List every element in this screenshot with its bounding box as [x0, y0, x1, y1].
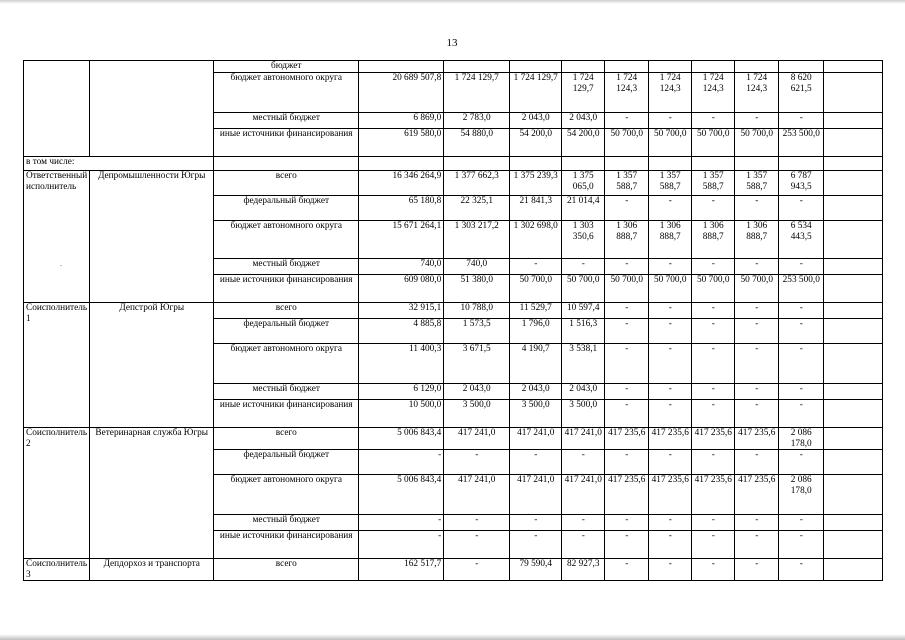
- amount-cell: 10 788,0: [444, 303, 510, 319]
- funding-source-cell: всего: [214, 559, 359, 581]
- amount-cell: [824, 196, 883, 221]
- amount-cell: -: [562, 259, 605, 275]
- amount-cell: [824, 129, 883, 157]
- amount-cell: 417 241,0: [444, 428, 510, 450]
- table-row: [24, 428, 883, 450]
- amount-cell: -: [605, 400, 649, 428]
- amount-cell: -: [692, 515, 735, 531]
- executor-cell: Депстрой Югры: [90, 303, 214, 428]
- funding-source-cell: местный бюджет: [214, 515, 359, 531]
- amount-cell: -: [359, 450, 444, 475]
- amount-cell: 1 302 698,0: [510, 221, 562, 259]
- amount-cell: -: [649, 319, 692, 344]
- amount-cell: -: [649, 559, 692, 581]
- amount-cell: 50 700,0: [605, 275, 649, 303]
- amount-cell: 82 927,3: [562, 559, 605, 581]
- amount-cell: [824, 428, 883, 450]
- funding-source-cell: бюджет автономного округа: [214, 475, 359, 515]
- amount-cell: 1 357 588,7: [605, 171, 649, 196]
- amount-cell: -: [692, 559, 735, 581]
- amount-cell: -: [605, 384, 649, 400]
- amount-cell: [649, 157, 692, 171]
- amount-cell: 50 700,0: [735, 275, 779, 303]
- funding-source-cell: иные источники финансирования: [214, 275, 359, 303]
- amount-cell: 8 620 621,5: [779, 73, 824, 113]
- amount-cell: 1 516,3: [562, 319, 605, 344]
- scan-speck: -: [60, 263, 62, 269]
- amount-cell: 740,0: [359, 259, 444, 275]
- amount-cell: -: [779, 559, 824, 581]
- amount-cell: -: [649, 344, 692, 384]
- amount-cell: 417 241,0: [562, 475, 605, 515]
- scan-edge-top: [0, 0, 905, 4]
- amount-cell: -: [605, 559, 649, 581]
- amount-cell: 1 306 888,7: [605, 221, 649, 259]
- amount-cell: -: [735, 196, 779, 221]
- amount-cell: 3 500,0: [510, 400, 562, 428]
- amount-cell: -: [649, 113, 692, 129]
- funding-source-cell: федеральный бюджет: [214, 196, 359, 221]
- amount-cell: 3 500,0: [562, 400, 605, 428]
- amount-cell: 65 180,8: [359, 196, 444, 221]
- amount-cell: 1 306 888,7: [735, 221, 779, 259]
- amount-cell: 1 724 129,7: [510, 73, 562, 113]
- amount-cell: 417 235,6: [649, 475, 692, 515]
- amount-cell: -: [779, 531, 824, 559]
- amount-cell: -: [735, 384, 779, 400]
- amount-cell: -: [605, 344, 649, 384]
- amount-cell: -: [735, 531, 779, 559]
- amount-cell: 740,0: [444, 259, 510, 275]
- amount-cell: 1 724 124,3: [692, 73, 735, 113]
- amount-cell: [824, 400, 883, 428]
- amount-cell: 1 375 065,0: [562, 171, 605, 196]
- amount-cell: [824, 171, 883, 196]
- amount-cell: -: [605, 303, 649, 319]
- amount-cell: -: [779, 450, 824, 475]
- amount-cell: 1 306 888,7: [692, 221, 735, 259]
- funding-source-cell: иные источники финансирования: [214, 531, 359, 559]
- funding-source-cell: бюджет автономного округа: [214, 221, 359, 259]
- amount-cell: -: [510, 259, 562, 275]
- funding-source-cell: местный бюджет: [214, 259, 359, 275]
- amount-cell: -: [605, 515, 649, 531]
- amount-cell: 1 357 588,7: [735, 171, 779, 196]
- executor-cell: Депромышленности Югры: [90, 171, 214, 303]
- amount-cell: [824, 157, 883, 171]
- amount-cell: -: [735, 450, 779, 475]
- amount-cell: -: [779, 319, 824, 344]
- amount-cell: -: [735, 319, 779, 344]
- amount-cell: 2 783,0: [444, 113, 510, 129]
- amount-cell: -: [692, 113, 735, 129]
- amount-cell: -: [444, 450, 510, 475]
- amount-cell: 1 724 129,7: [562, 73, 605, 113]
- amount-cell: [735, 157, 779, 171]
- amount-cell: 50 700,0: [562, 275, 605, 303]
- amount-cell: [824, 73, 883, 113]
- amount-cell: 4 190,7: [510, 344, 562, 384]
- amount-cell: 1 724 124,3: [605, 73, 649, 113]
- amount-cell: -: [510, 515, 562, 531]
- funding-source-cell: федеральный бюджет: [214, 319, 359, 344]
- amount-cell: 2 086 178,0: [779, 475, 824, 515]
- amount-cell: -: [649, 531, 692, 559]
- amount-cell: -: [735, 559, 779, 581]
- amount-cell: 50 700,0: [605, 129, 649, 157]
- amount-cell: 10 597,4: [562, 303, 605, 319]
- amount-cell: [605, 61, 649, 73]
- role-cell: Соисполнитель 2: [24, 428, 90, 559]
- amount-cell: -: [692, 303, 735, 319]
- amount-cell: -: [605, 450, 649, 475]
- amount-cell: 2 086 178,0: [779, 428, 824, 450]
- funding-source-cell: местный бюджет: [214, 113, 359, 129]
- funding-source-cell: всего: [214, 428, 359, 450]
- executor-cell: Депдорхоз и транспорта: [90, 559, 214, 581]
- amount-cell: [824, 531, 883, 559]
- amount-cell: 417 241,0: [510, 428, 562, 450]
- amount-cell: 3 500,0: [444, 400, 510, 428]
- amount-cell: 54 200,0: [562, 129, 605, 157]
- amount-cell: [562, 157, 605, 171]
- amount-cell: 417 235,6: [605, 475, 649, 515]
- amount-cell: 609 080,0: [359, 275, 444, 303]
- amount-cell: 417 235,6: [735, 428, 779, 450]
- amount-cell: 253 500,0: [779, 129, 824, 157]
- amount-cell: [359, 61, 444, 73]
- amount-cell: 21 014,4: [562, 196, 605, 221]
- amount-cell: 1 375 239,3: [510, 171, 562, 196]
- amount-cell: [359, 157, 444, 171]
- amount-cell: -: [510, 531, 562, 559]
- amount-cell: -: [649, 196, 692, 221]
- amount-cell: 50 700,0: [649, 129, 692, 157]
- amount-cell: 1 573,5: [444, 319, 510, 344]
- amount-cell: 1 303 217,2: [444, 221, 510, 259]
- amount-cell: -: [605, 259, 649, 275]
- amount-cell: -: [692, 196, 735, 221]
- amount-cell: [824, 384, 883, 400]
- amount-cell: -: [649, 450, 692, 475]
- amount-cell: -: [649, 400, 692, 428]
- amount-cell: -: [692, 259, 735, 275]
- table-row: [24, 171, 883, 196]
- amount-cell: 50 700,0: [735, 129, 779, 157]
- amount-cell: [605, 157, 649, 171]
- scan-edge-bottom: [0, 634, 905, 640]
- amount-cell: -: [692, 450, 735, 475]
- amount-cell: [824, 319, 883, 344]
- amount-cell: [510, 157, 562, 171]
- amount-cell: 1 303 350,6: [562, 221, 605, 259]
- amount-cell: -: [649, 259, 692, 275]
- amount-cell: 1 357 588,7: [692, 171, 735, 196]
- amount-cell: 10 500,0: [359, 400, 444, 428]
- amount-cell: -: [562, 531, 605, 559]
- funding-source-cell: федеральный бюджет: [214, 450, 359, 475]
- amount-cell: 6 129,0: [359, 384, 444, 400]
- amount-cell: 1 724 129,7: [444, 73, 510, 113]
- amount-cell: -: [649, 384, 692, 400]
- amount-cell: -: [735, 303, 779, 319]
- amount-cell: -: [779, 384, 824, 400]
- amount-cell: [779, 61, 824, 73]
- funding-source-cell: [214, 157, 359, 171]
- amount-cell: -: [735, 515, 779, 531]
- amount-cell: [824, 221, 883, 259]
- amount-cell: -: [692, 319, 735, 344]
- amount-cell: -: [692, 384, 735, 400]
- amount-cell: -: [359, 515, 444, 531]
- funding-source-cell: бюджет автономного округа: [214, 73, 359, 113]
- amount-cell: 417 241,0: [444, 475, 510, 515]
- amount-cell: 20 689 507,8: [359, 73, 444, 113]
- amount-cell: 32 915,1: [359, 303, 444, 319]
- amount-cell: 417 235,6: [692, 428, 735, 450]
- amount-cell: [692, 157, 735, 171]
- amount-cell: 1 724 124,3: [735, 73, 779, 113]
- amount-cell: 6 869,0: [359, 113, 444, 129]
- amount-cell: [824, 344, 883, 384]
- funding-source-cell: местный бюджет: [214, 384, 359, 400]
- amount-cell: -: [562, 515, 605, 531]
- funding-source-cell: бюджет автономного округа: [214, 344, 359, 384]
- amount-cell: 22 325,1: [444, 196, 510, 221]
- amount-cell: 50 700,0: [510, 275, 562, 303]
- amount-cell: -: [562, 450, 605, 475]
- amount-cell: [779, 157, 824, 171]
- amount-cell: [824, 259, 883, 275]
- amount-cell: 162 517,7: [359, 559, 444, 581]
- amount-cell: 79 590,4: [510, 559, 562, 581]
- amount-cell: 50 700,0: [692, 275, 735, 303]
- amount-cell: -: [779, 344, 824, 384]
- amount-cell: 1 796,0: [510, 319, 562, 344]
- amount-cell: 417 235,6: [692, 475, 735, 515]
- amount-cell: 54 880,0: [444, 129, 510, 157]
- amount-cell: 417 241,0: [510, 475, 562, 515]
- amount-cell: 3 538,1: [562, 344, 605, 384]
- amount-cell: -: [444, 515, 510, 531]
- page-number: 13: [446, 37, 458, 49]
- amount-cell: 1 724 124,3: [649, 73, 692, 113]
- amount-cell: 50 700,0: [649, 275, 692, 303]
- amount-cell: -: [444, 531, 510, 559]
- amount-cell: -: [605, 113, 649, 129]
- amount-cell: [824, 61, 883, 73]
- amount-cell: 3 671,5: [444, 344, 510, 384]
- amount-cell: [649, 61, 692, 73]
- amount-cell: 1 357 588,7: [649, 171, 692, 196]
- amount-cell: -: [735, 400, 779, 428]
- amount-cell: [510, 61, 562, 73]
- amount-cell: -: [779, 515, 824, 531]
- role-cell: в том числе:: [24, 157, 214, 171]
- amount-cell: 11 400,3: [359, 344, 444, 384]
- amount-cell: 1 377 662,3: [444, 171, 510, 196]
- role-cell: Соисполнитель 1: [24, 303, 90, 428]
- amount-cell: -: [779, 303, 824, 319]
- amount-cell: -: [649, 515, 692, 531]
- amount-cell: -: [359, 531, 444, 559]
- amount-cell: 253 500,0: [779, 275, 824, 303]
- amount-cell: -: [605, 196, 649, 221]
- amount-cell: [824, 475, 883, 515]
- amount-cell: -: [779, 400, 824, 428]
- table-row: [24, 157, 883, 171]
- amount-cell: 6 787 943,5: [779, 171, 824, 196]
- funding-source-cell: иные источники финансирования: [214, 400, 359, 428]
- executor-cell: Ветеринарная служба Югры: [90, 428, 214, 559]
- amount-cell: -: [692, 400, 735, 428]
- role-cell: [24, 61, 90, 157]
- amount-cell: 2 043,0: [562, 384, 605, 400]
- table-row: [24, 303, 883, 319]
- amount-cell: [444, 157, 510, 171]
- amount-cell: 417 235,6: [735, 475, 779, 515]
- amount-cell: [824, 515, 883, 531]
- amount-cell: 11 529,7: [510, 303, 562, 319]
- amount-cell: [444, 61, 510, 73]
- amount-cell: -: [735, 113, 779, 129]
- amount-cell: 21 841,3: [510, 196, 562, 221]
- amount-cell: 2 043,0: [510, 384, 562, 400]
- amount-cell: 5 006 843,4: [359, 475, 444, 515]
- amount-cell: 1 306 888,7: [649, 221, 692, 259]
- amount-cell: -: [605, 319, 649, 344]
- amount-cell: -: [735, 259, 779, 275]
- amount-cell: -: [444, 559, 510, 581]
- amount-cell: [824, 450, 883, 475]
- funding-source-cell: всего: [214, 171, 359, 196]
- budget-table: [23, 60, 883, 581]
- table-row: [24, 61, 883, 73]
- amount-cell: 51 380,0: [444, 275, 510, 303]
- table-row: [24, 559, 883, 581]
- amount-cell: 15 671 264,1: [359, 221, 444, 259]
- amount-cell: [735, 61, 779, 73]
- amount-cell: -: [692, 344, 735, 384]
- amount-cell: 16 346 264,9: [359, 171, 444, 196]
- amount-cell: 417 235,6: [605, 428, 649, 450]
- amount-cell: -: [735, 344, 779, 384]
- amount-cell: 417 241,0: [562, 428, 605, 450]
- amount-cell: 417 235,6: [649, 428, 692, 450]
- amount-cell: -: [692, 531, 735, 559]
- funding-source-cell: иные источники финансирования: [214, 129, 359, 157]
- amount-cell: 5 006 843,4: [359, 428, 444, 450]
- amount-cell: 54 200,0: [510, 129, 562, 157]
- amount-cell: 4 885,8: [359, 319, 444, 344]
- amount-cell: 50 700,0: [692, 129, 735, 157]
- amount-cell: [824, 559, 883, 581]
- amount-cell: -: [779, 113, 824, 129]
- funding-source-cell: бюджет: [214, 61, 359, 73]
- amount-cell: -: [649, 303, 692, 319]
- amount-cell: [824, 275, 883, 303]
- amount-cell: [824, 113, 883, 129]
- amount-cell: -: [779, 259, 824, 275]
- amount-cell: [824, 303, 883, 319]
- role-cell: Соисполнитель 3: [24, 559, 90, 581]
- amount-cell: [562, 61, 605, 73]
- amount-cell: 2 043,0: [510, 113, 562, 129]
- amount-cell: 2 043,0: [444, 384, 510, 400]
- amount-cell: -: [605, 531, 649, 559]
- amount-cell: 619 580,0: [359, 129, 444, 157]
- amount-cell: -: [510, 450, 562, 475]
- amount-cell: 6 534 443,5: [779, 221, 824, 259]
- amount-cell: [692, 61, 735, 73]
- amount-cell: 2 043,0: [562, 113, 605, 129]
- executor-cell: [90, 61, 214, 157]
- funding-source-cell: всего: [214, 303, 359, 319]
- amount-cell: -: [779, 196, 824, 221]
- role-cell: Ответственный исполнитель: [24, 171, 90, 303]
